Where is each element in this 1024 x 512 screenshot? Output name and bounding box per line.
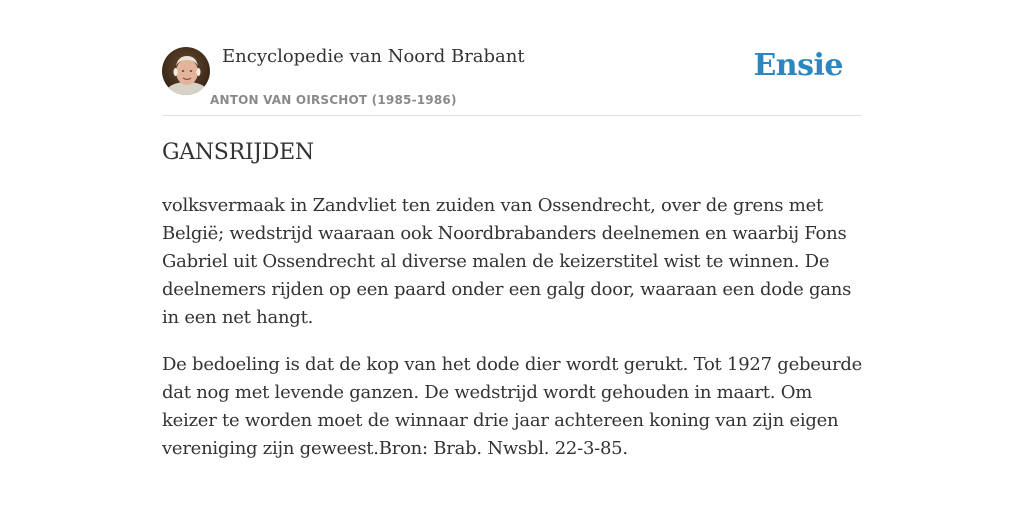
entry-card <box>162 0 863 459</box>
entry-paragraph: volksvermaak in Zandvliet ten zuiden van Ossendrecht, over de grens met België; wedstrijd waaraan ook Noordbrabanders deelnemen en waarbij Fons Gabriel uit Ossendrecht al diverse malen de keizerstitel wist te winnen. De deelnemers rijden op een paard onder een galg door, waaraan een dode gans in een net hangt. <box>162 195 852 328</box>
author-avatar <box>162 47 210 95</box>
author-name[interactable]: ANTON VAN OIRSCHOT (1985-1986) <box>210 93 457 107</box>
entry-title: GANSRIJDEN <box>162 140 314 165</box>
entry-paragraph: De bedoeling is dat de kop van het dode dier wordt gerukt. Tot 1927 gebeurde dat nog met levende ganzen. De wedstrijd wordt gehouden in maart. Om keizer te worden moet de winnaar drie jaar achtereen koning van zijn eigen vereniging zijn geweest.Bron: Brab. Nwsbl. 22-3-85. <box>162 354 863 459</box>
entry-body <box>162 192 864 482</box>
entry-header <box>162 0 862 116</box>
brand-logo[interactable]: Ensie <box>753 48 843 83</box>
book-title[interactable]: Encyclopedie van Noord Brabant <box>222 46 525 67</box>
author-portrait-icon <box>162 47 210 95</box>
